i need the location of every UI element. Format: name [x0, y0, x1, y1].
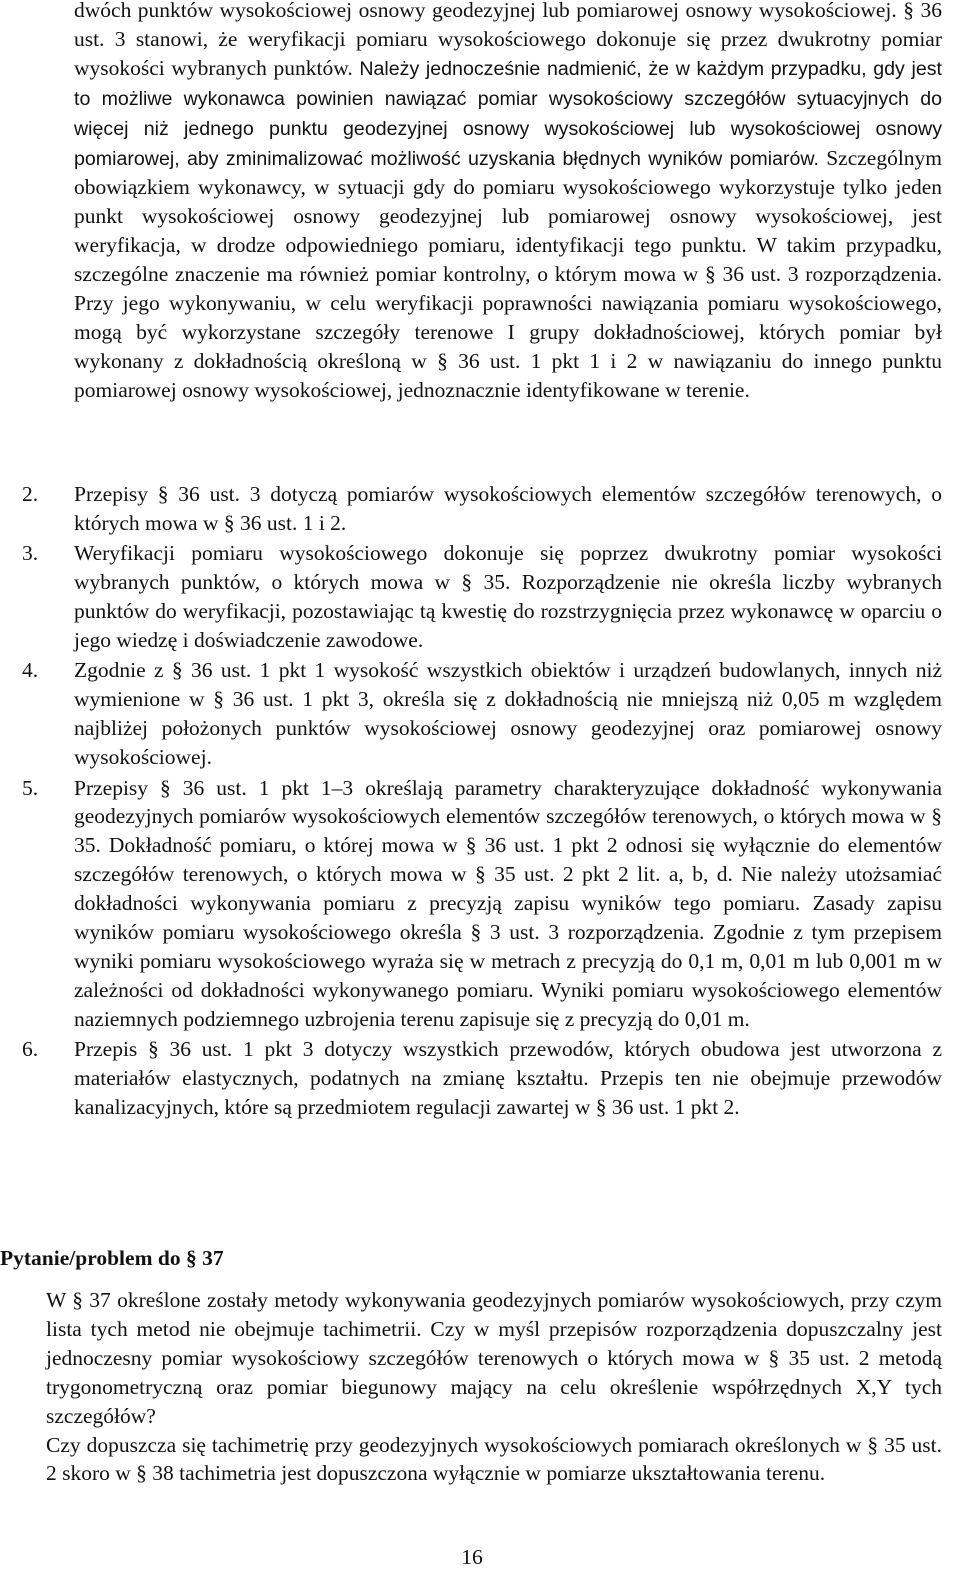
list-item-number: 3. — [22, 541, 39, 566]
list-item — [0, 1035, 960, 1122]
numbered-list — [0, 480, 960, 1123]
list-item-text: Zgodnie z § 36 ust. 1 pkt 1 wysokość wszystkich obiektów i urządzeń budowlanych, innych niż wymienione w § 36 ust. 1 pkt 3, określa się z dokładnością nie mniejszą niż 0,05 m względem najbliżej położonych punktów wysokościowej osnowy geodezyjnej oraz pomiarowej osnowy wysokościowej. — [74, 658, 942, 770]
list-item-number: 5. — [22, 775, 39, 800]
list-item-text: Przepisy § 36 ust. 1 pkt 1–3 określają parametry charakteryzujące dokładność wykonywania geodezyjnych pomiarów wysokościowych elementów szczegółów terenowych, o których mowa w § 35. Dokładność pomiaru, o której mowa w § 36 ust. 1 pkt 2 odnosi się wyłącznie do elementów szczegółów terenowych, o których mowa w § 35 ust. 2 pkt 2 lit. a, b, d. Nie należy utożsamiać dokładności wykonywania pomiaru z precyzją zapisu wyników tego pomiaru. Zasady zapisu wyników pomiaru wysokościowego określa § 3 ust. 3 rozporządzenia. Zgodnie z tym przepisem wyniki pomiaru wysokościowego wyraża się w metrach z precyzją do 0,1 m, 0,01 m lub 0,001 m w zależności od dokładności wykonywanego pomiaru. Wyniki pomiaru wysokościowego elementów naziemnych podziemnego uzbrojenia terenu zapisuje się z precyzją do 0,01 m. — [74, 775, 942, 1031]
question-paragraph-1: W § 37 określone zostały metody wykonywania geodezyjnych pomiarów wysokościowych, przy czym lista tych metod nie obejmuje tachimetrii. Czy w myśl przepisów rozporządzenia dopuszczalny jest jednoczesny pomiar wysokościowy szczegółów terenowych o których mowa w § 35 ust. 2 metodą trygonometryczną oraz pomiar biegunowy mający na celu określenie współrzędnych X,Y tych szczegółów? — [46, 1288, 942, 1428]
intro-text-sans: Należy jednocześnie nadmienić, że w każdym przypadku, gdy jest to możliwe wykonawca powinien nawiązać pomiar wysokościowy szczegółów sytuacyjnych do więcej niż jednego punktu geodezyjnej osnowy wysokościowej lub wysokościowej osnowy pomiarowej, aby zminimalizować możliwość uzyskania błędnych wyników pomiarów. — [74, 57, 942, 170]
list-item-number: 6. — [22, 1037, 39, 1062]
list-item-text: Weryfikacji pomiaru wysokościowego dokonuje się poprzez dwukrotny pomiar wysokości wybranych punktów, o których mowa w § 35. Rozporządzenie nie określa liczby wybranych punktów do weryfikacji, pozostawiając tą kwestię do rozstrzygnięcia przez wykonawcę w oparciu o jego wiedzę i doświadczenie zawodowe. — [74, 541, 942, 653]
list-item — [0, 656, 960, 772]
list-item-number: 4. — [22, 658, 39, 683]
intro-text-serif: dwóch punktów wysokościowej osnowy geodezyjnej lub pomiarowej osnowy wysokościowej. § 36 ust. 3 stanowi, że weryfikacji pomiaru wysokościowego dokonuje się przez dwukrotny pomiar wysokości wybranych punktów. — [74, 0, 942, 80]
intro-text-serif-2: Szczególnym obowiązkiem wykonawcy, w sytuacji gdy do pomiaru wysokościowego wykorzystuje tylko jeden punkt wysokościowej osnowy geodezyjnej lub pomiarowej osnowy wysokościowej, jest weryfikacja, w drodze odpowiedniego pomiaru, identyfikacji tego punktu. W takim przypadku, szczególne znaczenie ma również pomiar kontrolny, o którym mowa w § 36 ust. 3 rozporządzenia. Przy jego wykonywaniu, w celu weryfikacji poprawności nawiązania pomiaru wysokościowego, mogą być wykorzystane szczegóły terenowe I grupy dokładnościowej, których pomiar był wykonany z dokładnością określoną w § 36 ust. 1 pkt 1 i 2 w nawiązaniu do innego punktu pomiarowej osnowy wysokościowej, jednoznacznie identyfikowane w terenie. — [74, 145, 943, 402]
section-heading: Pytanie/problem do § 37 — [0, 1246, 224, 1270]
continuation-paragraph — [74, 0, 942, 405]
list-item — [0, 480, 960, 538]
list-item-number: 2. — [22, 482, 39, 506]
question-paragraph-2: Czy dopuszcza się tachimetrię przy geodezyjnych wysokościowych pomiarach określonych w § 35 ust. 2 skoro w § 38 tachimetria jest dopuszczona wyłącznie w pomiarze ukształtowania terenu. — [46, 1432, 942, 1486]
list-item — [0, 774, 960, 1034]
question-block — [46, 1286, 942, 1488]
page-number: 16 — [461, 1545, 483, 1569]
list-item-text: Przepis § 36 ust. 1 pkt 3 dotyczy wszystkich przewodów, których obudowa jest utworzona z materiałów elastycznych, podatnych na zmianę kształtu. Przepis ten nie obejmuje przewodów kanalizacyjnych, które są przedmiotem regulacji zawartej w § 36 ust. 1 pkt 2. — [74, 1037, 942, 1120]
list-item — [0, 539, 960, 655]
list-item-text: Przepisy § 36 ust. 3 dotyczą pomiarów wysokościowych elementów szczegółów terenowych, o których mowa w § 36 ust. 1 i 2. — [74, 482, 942, 535]
